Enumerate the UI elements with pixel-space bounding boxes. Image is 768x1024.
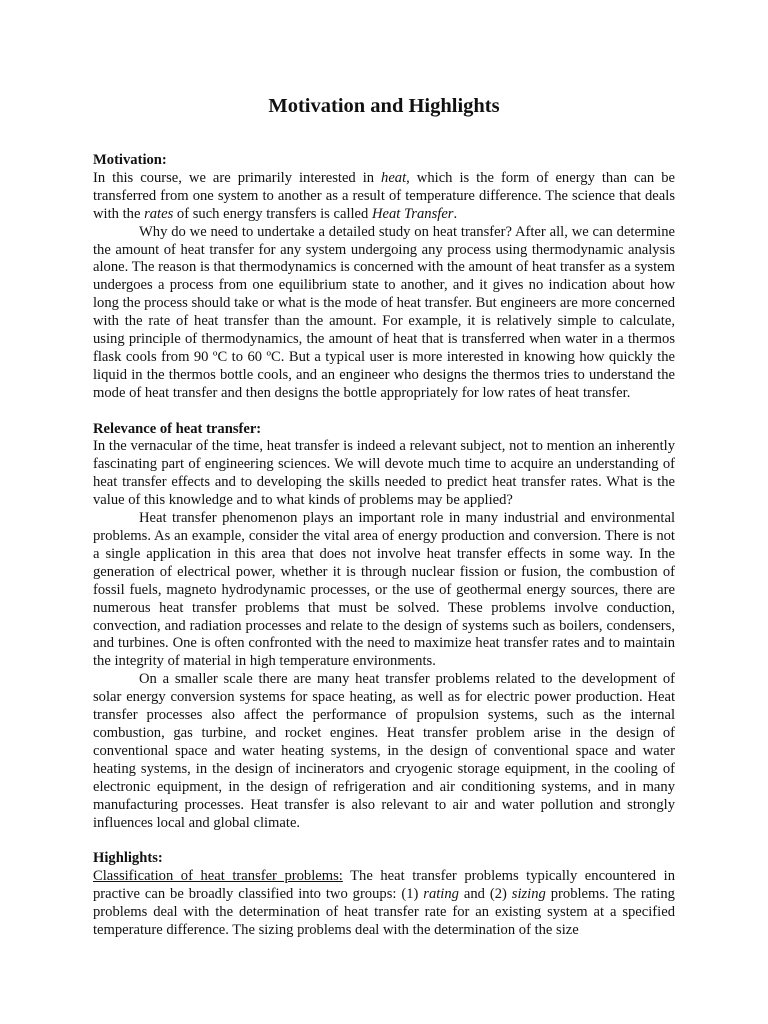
page-title: Motivation and Highlights [268,95,500,117]
document-body [93,152,675,940]
relevance-heading: Relevance of heat transfer: [93,420,262,437]
term-heat-transfer: Heat Transfer [371,205,454,222]
term-rating: rating [423,886,459,903]
relevance-paragraph-2: Heat transfer phenomenon plays an important role in many industrial and environmental problems. As an example, consider the vital area of energy production and conversion. There is not a single application in this area that does not involve heat transfer effects in some way. In the generation of electrical power, whether it is through nuclear fission or fusion, the combustion of fossil fuels, magneto hydrodynamic processes, or the use of geothermal energy sources, there are numerous heat transfer problems that must be solved. These problems involve conduction, convection, and radiation processes and relate to the design of systems such as boilers, condensers, and turbines. One is often confronted with the need to maximize heat transfer rates and to maintain the integrity of material in high temperature environments. [93,510,675,670]
classification-subheading: Classification of heat transfer problems: [93,868,343,885]
motivation-heading: Motivation: [93,152,167,168]
highlights-heading: Highlights: [93,850,163,867]
text-run: problems. The rating problems deal with the determination of heat transfer rate for an existing system at a specified temperature difference. The sizing problems deal with the determination of the size [93,886,675,938]
term-rates: rates [144,205,174,222]
term-heat: heat [381,169,407,186]
relevance-paragraph-3: On a smaller scale there are many heat transfer problems related to the development of solar energy conversion systems for space heating, as well as for electric power production. Heat transfer processes also affect the performance of propulsion systems, such as the internal combustion, gas turbine, and rocket engines. Heat transfer problem arise in the design of conventional space and water heating systems, in the design of conventional space and water heating systems, in the design of incinerators and cryogenic storage equipment, in the cooling of electronic equipment, in the design of refrigeration and air conditioning systems, and in many manufacturing processes. Heat transfer is also relevant to air and water pollution and strongly influences local and global climate. [93,671,675,831]
text-run: , which is the form of energy than can be transferred from one system to another as a result of temperature difference. The science that deals with the [93,169,675,222]
text-run: The heat transfer problems typically encountered in practive can be broadly classified into two groups: (1) [93,868,676,903]
term-sizing: sizing [511,886,546,903]
highlights-paragraph-1 [93,868,675,940]
motivation-paragraph-2: Why do we need to undertake a detailed study on heat transfer? After all, we can determine the amount of heat transfer for any system undergoing any process using thermodynamic analysis alone. The reason is that thermodynamics is concerned with the amount of heat transfer as a system undergoes a process from one equilibrium state to another, and it gives no indication about how long the process should take or what is the mode of heat transfer. But engineers are more concerned with the rate of heat transfer than the amount. For example, it is relatively simple to calculate, using principle of thermodynamics, the amount of heat that is transferred when water in a thermos flask cools from 90 ºC to 60 ºC. But a typical user is more interested in knowing how quickly the liquid in the thermos bottle cools, and an engineer who designs the thermos tries to understand the mode of heat transfer and then designs the bottle appropriately for low rates of heat transfer. [93,223,675,401]
section-gap [93,403,675,421]
motivation-paragraph-1 [93,170,675,224]
text-run: In this course, we are primarily interested in [93,169,382,186]
text-run: . [453,205,458,222]
text-run: of such energy transfers is called [173,205,372,222]
relevance-paragraph-1: In the vernacular of the time, heat transfer is indeed a relevant subject, not to mention an inherently fascinating part of engineering sciences. We will devote much time to acquire an understanding of heat transfer effects and to developing the skills needed to predict heat transfer rates. What is the value of this knowledge and to what kinds of problems may be applied? [93,438,675,509]
section-gap [93,832,675,850]
text-run: and (2) [458,886,512,903]
